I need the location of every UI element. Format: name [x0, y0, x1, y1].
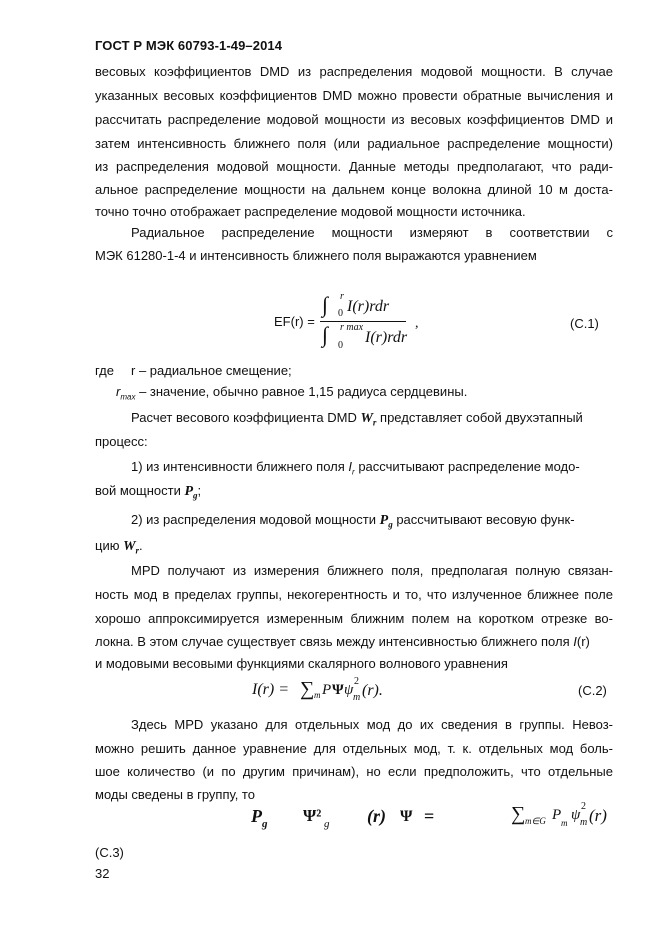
integral-sign: ∫: [322, 292, 329, 317]
equation-c1-lhs: EF(r) =: [274, 314, 315, 329]
equation-number: (С.1): [570, 316, 599, 331]
paragraph-line: МЭК 61280-1-4 и интенсивность ближнего поля выражаются уравнением: [95, 248, 537, 263]
paragraph-line: шое количество (и по другим причинам), но если предположить, что отдельные: [95, 764, 613, 779]
equation-c3-subscript: m: [580, 817, 588, 828]
equation-number: (С.2): [578, 683, 607, 698]
paragraph-line: ность мод в пределах группы, некогерентность и то, что излученное ближнее поле: [95, 587, 613, 602]
integral-sign: ∫: [322, 322, 329, 347]
equation-c2-p: P: [322, 682, 332, 698]
equation-c3-equals: =: [424, 806, 435, 826]
equation-c3-psi: Ψ: [400, 808, 413, 825]
where-rmax-definition: $r_{max}$ – значение, обычно равное 1,15 радиуса сердцевины.: [116, 384, 468, 402]
equation-c2-arg: (r).: [362, 682, 383, 699]
paragraph-line: рассчитать распределение модовой мощности из весовых коэффициентов DMD и: [95, 112, 613, 127]
equation-c2-lhs: I(r) =: [252, 681, 290, 698]
integral-lower-limit: 0: [338, 340, 343, 351]
equation-c3-r: (r): [367, 806, 386, 826]
sum-sign: ∑: [300, 678, 315, 700]
equation-c2-subscript: m: [353, 692, 361, 703]
list-item: 1) из интенсивности ближнего поля $I_r$ рассчитывают распределение модо-: [131, 459, 580, 477]
paragraph-line: точно точно отображает распределение модовой мощности источника.: [95, 204, 526, 219]
equation-c3-p: P: [251, 806, 262, 826]
paragraph-line: указанных весовых коэффициентов DMD можно провести обратные вычисления и: [95, 88, 613, 103]
paragraph-line: локна. В этом случае существует связь между интенсивностью ближнего поля I(r): [95, 634, 590, 649]
equation-c3-rhs-psi: ψ: [571, 807, 581, 823]
paragraph-line: затем интенсивность ближнего поля (или радиальное распределение мощности): [95, 136, 613, 151]
paragraph-line: MPD получают из измерения ближнего поля, предполагая полную связан-: [131, 563, 613, 578]
paragraph-line: из распределения модовой мощности. Данные методы предполагают, что ради-: [95, 159, 613, 174]
equation-c2-psi: Ψ: [332, 682, 344, 698]
integral-lower-limit: 0: [338, 308, 343, 319]
paragraph-line: Расчет весового коэффициента DMD $W_r$ представляет собой двухэтапный: [131, 410, 583, 428]
integral-upper-limit: r: [340, 291, 344, 302]
paragraph-line: альное распределение мощности на дальнем конце волокна длиной 10 м доста-: [95, 182, 613, 197]
equation-c2-psi-small: ψ: [344, 682, 354, 698]
paragraph-line: Радиальное распределение мощности измеряют в соответствии с: [131, 225, 613, 240]
integrand: I(r)rdr: [365, 329, 408, 346]
page-number: 32: [95, 866, 110, 881]
equation-c3-superscript: 2: [581, 801, 586, 812]
equation-number: (С.3): [95, 845, 124, 860]
where-r-definition: r – радиальное смещение;: [131, 363, 292, 378]
paragraph-line: Здесь MPD указано для отдельных мод до их сведения в группы. Невоз-: [131, 717, 613, 732]
equation-c3-rhs-p-subscript: m: [561, 818, 568, 828]
equation-c3-psi-subscript: g: [324, 818, 330, 830]
equation-c3-p-subscript: g: [262, 818, 268, 830]
sum-sign: ∑: [511, 803, 526, 825]
paragraph-line: и модовыми весовыми функциями скалярного волнового уравнения: [95, 656, 508, 671]
sum-index: m∈G: [525, 816, 546, 826]
equation-c3-arg: (r): [589, 806, 607, 825]
list-item-continuation: вой мощности $P_g$;: [95, 483, 202, 501]
integral-upper-limit: r max: [340, 322, 364, 333]
paragraph-line: можно решить данное уравнение для отдельных мод, т. к. отдельных мод боль-: [95, 741, 613, 756]
equation-c3-psi-squared: Ψ²: [303, 806, 322, 825]
paragraph-line: весовых коэффициентов DMD из распределения модовой мощности. В случае: [95, 64, 613, 79]
paragraph-line: хорошо аппроксимируется измеренным ближним полем на коротком отрезке во-: [95, 611, 613, 626]
equation-c2-superscript: 2: [354, 676, 359, 687]
integrand: I(r)rdr: [347, 298, 390, 315]
where-label: где: [95, 363, 114, 378]
equation-c3-rhs-p: P: [552, 807, 562, 823]
document-header: ГОСТ Р МЭК 60793-1-49–2014: [95, 38, 283, 53]
paragraph-line: моды сведены в группу, то: [95, 787, 255, 802]
list-item-continuation: цию $W_r$.: [95, 538, 143, 556]
list-item: 2) из распределения модовой мощности $P_g$ рассчитывают весовую функ-: [131, 512, 575, 530]
paragraph-line: процесс:: [95, 434, 148, 449]
sum-index: m: [314, 690, 321, 700]
equation-comma: ,: [415, 316, 419, 331]
